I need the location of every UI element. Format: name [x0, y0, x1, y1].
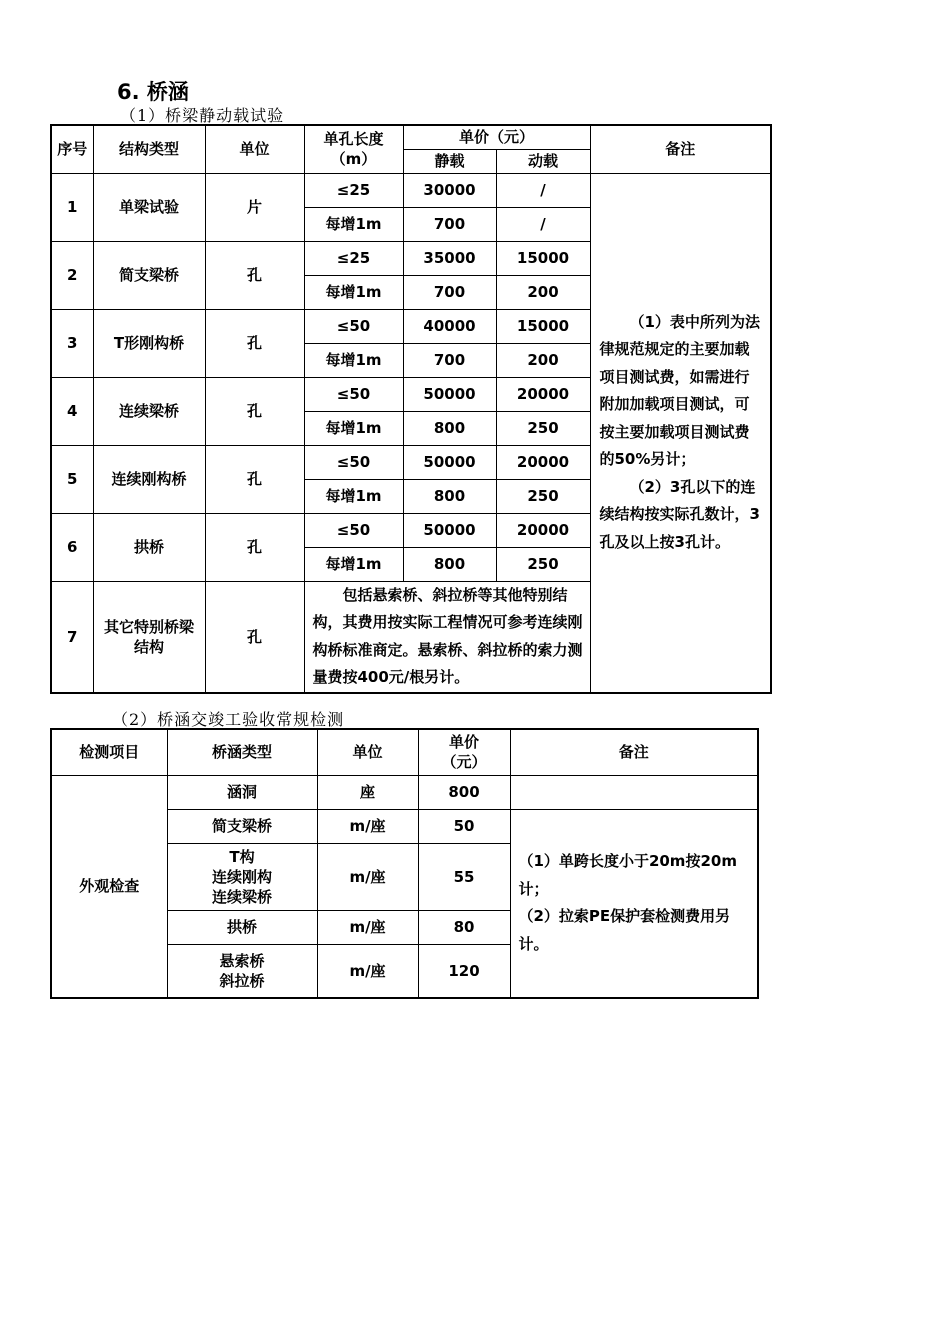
section-title: 6. 桥涵 — [117, 80, 189, 104]
inspection-item: 外观检查 — [51, 775, 167, 998]
table-row — [51, 173, 771, 207]
row-span-base: ≤50 — [304, 309, 403, 343]
row-dynamic-price: 15000 — [496, 309, 590, 343]
row-unit: m/座 — [317, 809, 418, 843]
row-unit: m/座 — [317, 910, 418, 944]
row-span-increment: 每增1m — [304, 547, 403, 581]
row-structure-type: 连续刚构桥 — [93, 445, 205, 513]
row-unit: 孔 — [205, 241, 304, 309]
row-dynamic-increment: / — [496, 207, 590, 241]
bridge-type-line: 悬索桥 — [219, 951, 265, 970]
header-dynamic-load: 动载 — [496, 149, 590, 173]
header-bridge-type: 桥涵类型 — [167, 729, 317, 775]
remark-empty — [510, 775, 758, 809]
row-span-base: ≤50 — [304, 445, 403, 479]
row-span-increment: 每增1m — [304, 343, 403, 377]
row-static-price: 50000 — [403, 513, 496, 547]
row-unit: 孔 — [205, 377, 304, 445]
row-seq: 3 — [51, 309, 93, 377]
bridge-type-line: 连续刚构 — [211, 867, 272, 886]
row-span-increment: 每增1m — [304, 411, 403, 445]
row-span-increment: 每增1m — [304, 479, 403, 513]
row-unit: 孔 — [205, 309, 304, 377]
row-price: 800 — [418, 775, 510, 809]
row-static-increment: 800 — [403, 479, 496, 513]
row-static-price: 50000 — [403, 377, 496, 411]
row-dynamic-increment: 250 — [496, 547, 590, 581]
remark-1: （1）单跨长度小于20m按20m计； — [518, 852, 737, 898]
row-seq: 5 — [51, 445, 93, 513]
row-structure-type: 单梁试验 — [93, 173, 205, 241]
row-unit: m/座 — [317, 944, 418, 998]
header-inspection-item: 检测项目 — [51, 729, 167, 775]
row-dynamic-increment: 250 — [496, 479, 590, 513]
bridge-type — [167, 944, 317, 998]
remark-1: （1）表中所列为法律规范规定的主要加载项目测试费，如需进行附加加载项目测试，可按主要加载项目测试费的50%另计； — [599, 312, 760, 469]
bridge-type: 拱桥 — [167, 910, 317, 944]
acceptance-inspection-table — [50, 728, 759, 999]
row-static-price: 40000 — [403, 309, 496, 343]
row-dynamic-increment: 200 — [496, 275, 590, 309]
row-span-increment: 每增1m — [304, 207, 403, 241]
subsection-title-acceptance-inspection: （2）桥涵交竣工验收常规检测 — [112, 710, 345, 729]
row-structure-type: 简支梁桥 — [93, 241, 205, 309]
row-unit: 孔 — [205, 513, 304, 581]
bridge-type: 简支梁桥 — [167, 809, 317, 843]
header-remark: 备注 — [590, 125, 771, 173]
row-seq: 1 — [51, 173, 93, 241]
remark-cell — [510, 809, 758, 998]
remark-2: （2）拉索PE保护套检测费用另计。 — [518, 907, 731, 953]
row-static-increment: 700 — [403, 275, 496, 309]
row-structure-type: 连续梁桥 — [93, 377, 205, 445]
header-seq: 序号 — [51, 125, 93, 173]
row-span-base: ≤50 — [304, 513, 403, 547]
remark-cell — [590, 173, 771, 693]
row-dynamic-increment: 200 — [496, 343, 590, 377]
row-seq: 4 — [51, 377, 93, 445]
header-remark: 备注 — [510, 729, 758, 775]
row-unit: m/座 — [317, 843, 418, 910]
row-unit: 孔 — [205, 445, 304, 513]
row-span-base: ≤50 — [304, 377, 403, 411]
row-dynamic-price: 20000 — [496, 377, 590, 411]
row-static-increment: 700 — [403, 207, 496, 241]
row-unit: 座 — [317, 775, 418, 809]
row-structure-type: 拱桥 — [93, 513, 205, 581]
bridge-type-line: 连续梁桥 — [211, 887, 272, 906]
row-price: 80 — [418, 910, 510, 944]
row-dynamic-price: 20000 — [496, 513, 590, 547]
row-span-increment: 每增1m — [304, 275, 403, 309]
header-structure-type: 结构类型 — [93, 125, 205, 173]
row-seq: 6 — [51, 513, 93, 581]
header-unit-price: 单价（元） — [403, 125, 590, 149]
row-seq: 7 — [51, 581, 93, 693]
bridge-type-line: 斜拉桥 — [219, 971, 265, 990]
row-static-increment: 800 — [403, 547, 496, 581]
bridge-type — [167, 843, 317, 910]
row-span-base: ≤25 — [304, 241, 403, 275]
row-dynamic-price: 15000 — [496, 241, 590, 275]
header-span-length: 单孔长度（m） — [304, 125, 403, 173]
header-unit-price: 单价（元） — [418, 729, 510, 775]
row-static-price: 30000 — [403, 173, 496, 207]
row-price: 120 — [418, 944, 510, 998]
row-static-price: 35000 — [403, 241, 496, 275]
row-static-increment: 700 — [403, 343, 496, 377]
bridge-type: 涵洞 — [167, 775, 317, 809]
row-price: 50 — [418, 809, 510, 843]
row-dynamic-price: 20000 — [496, 445, 590, 479]
header-unit: 单位 — [317, 729, 418, 775]
bridge-type-line: T构 — [229, 847, 255, 866]
subsection-title-static-dynamic-test: （1）桥梁静动载试验 — [120, 106, 285, 125]
table-row — [51, 775, 758, 809]
row-dynamic-price: / — [496, 173, 590, 207]
row-structure-type: 其它特别桥梁结构 — [93, 581, 205, 693]
header-unit: 单位 — [205, 125, 304, 173]
remark-2: （2）3孔以下的连续结构按实际孔数计，3孔及以上按3孔计。 — [599, 477, 760, 551]
row-unit: 孔 — [205, 581, 304, 693]
row-static-increment: 800 — [403, 411, 496, 445]
row-unit: 片 — [205, 173, 304, 241]
row-price: 55 — [418, 843, 510, 910]
row-static-price: 50000 — [403, 445, 496, 479]
row-special-note: 包括悬索桥、斜拉桥等其他特别结构，其费用按实际工程情况可参考连续刚构桥标准商定。悬索桥、斜拉桥的索力测量费按400元/根另计。 — [304, 581, 590, 693]
bridge-load-test-table — [50, 124, 772, 694]
row-seq: 2 — [51, 241, 93, 309]
row-dynamic-increment: 250 — [496, 411, 590, 445]
row-structure-type: T形刚构桥 — [93, 309, 205, 377]
row-span-base: ≤25 — [304, 173, 403, 207]
header-static-load: 静载 — [403, 149, 496, 173]
